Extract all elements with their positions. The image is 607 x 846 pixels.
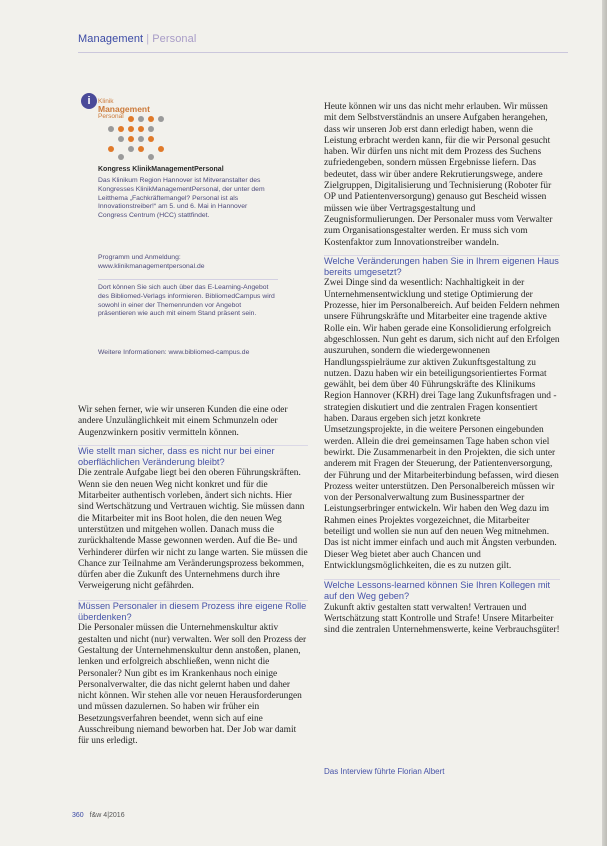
logo-line-1: Klinik bbox=[98, 98, 114, 105]
infobox-more-info[interactable]: Weitere Informationen: www.bibliomed-campus.de bbox=[98, 349, 250, 356]
logo-dot bbox=[148, 136, 154, 142]
logo-dot bbox=[128, 136, 134, 142]
logo-line-2: Management bbox=[98, 103, 150, 114]
logo-line-3: Personal bbox=[98, 113, 124, 120]
infobox-divider bbox=[98, 279, 278, 280]
body-paragraph: Zukunft aktiv gestalten statt verwalten! Vertrauen und Wertschätzung statt Kontrolle und Strafe! Unsere Mitarbeiter sind die zentralen Unternehmenswerte, keine Verbrauchsgüter! bbox=[324, 602, 560, 636]
interview-credit: Das Interview führte Florian Albert bbox=[324, 767, 445, 776]
logo-dot bbox=[148, 116, 154, 122]
kongress-logo bbox=[98, 98, 258, 158]
logo-dot bbox=[128, 126, 134, 132]
logo-dot bbox=[108, 126, 114, 132]
interview-question: Welche Veränderungen haben Sie in Ihrem eigenen Haus bereits umgesetzt? bbox=[324, 255, 559, 278]
issue-label: f&w 4|2016 bbox=[89, 812, 125, 819]
logo-dot bbox=[128, 116, 134, 122]
info-icon: i bbox=[81, 93, 97, 109]
infobox-paragraph: Das Klinikum Region Hannover ist Mitveranstalter des Kongresses KlinikManagementPersonal, der unter dem Leitthema „Fachkräftemangel? Personal ist als Innovationstreiber!“ am 5. und 6. Mai in Hannover Congress Centrum (HCC) stattfindet. bbox=[98, 177, 265, 220]
body-paragraph: Die Personaler müssen die Unternehmenskultur aktiv gestalten und nicht (nur) verwalten. Wer soll den Prozess der Gestaltung der Unternehmenskultur denn anstoßen, planen, lenken und erfolgreich abschließen, wenn nicht die Personaler? Nun gibt es im Krankenhaus noch einige Personalverwalter, die das nicht gelernt haben und daher nicht können. Wir stehen alle vor neuen Herausforderungen und müssen dazulernen. So haben wir früher ein Besetzungsverfahren beendet, wenn sich auf eine Ausschreibung niemand beworben hat. Der Job war damit für uns erledigt. bbox=[78, 623, 307, 747]
left-column bbox=[78, 405, 308, 748]
logo-dot bbox=[108, 146, 114, 152]
subsection-label: Personal bbox=[152, 33, 197, 45]
section-header bbox=[78, 33, 196, 45]
logo-dot bbox=[118, 136, 124, 142]
right-column bbox=[324, 102, 560, 637]
logo-dot bbox=[118, 126, 124, 132]
interview-question: Welche Lessons-learned können Sie Ihren Kollegen mit auf den Weg geben? bbox=[324, 580, 551, 602]
logo-dot bbox=[158, 146, 164, 152]
body-paragraph: Zwei Dinge sind da wesentlich: Nachhaltigkeit in der Unternehmensentwicklung und stetige Optimierung der Prozesse, hier im Personalbereich. Auf beiden Feldern nehmen unsere Führungskräfte und Mitarbeiter eine tragende aktive Rolle ein. Wir haben gerade eine Konsolidierung erfolgreich abgeschlossen. Nun geht es darum, sich nicht auf den Erfolgen auszuruhen, sondern die wiedergewonnenen Handlungsspielräume zur aktiven Zukunftsgestaltung zu nutzen. Dazu haben wir ein beteiligungsorientiertes Format gewählt, bei dem über 40 Führungskräfte des Klinikums Region Hannover (KRH) drei Tage lang Zukunftsfragen und -strategien diskutiert und die zentralen Fragen konsentiert haben. Daraus ergeben sich jetzt konkrete Umsetzungsprojekte, in die weitere Personen eingebunden werden. Allein die drei gemeinsamen Tage haben schon viel bewirkt. Die Zusammenarbeit in den Projekten, die sich unter anderem mit Fragen der Steuerung, der Patientenversorgung, der Führung und der Mitarbeiterbindung befassen, wird diesen Prozess weiter unterstützen. Den Personalbereich müssen wir von der Personalverwaltung zum Businesspartner der Leistungserbringer entwickeln. Wir haben den Weg dazu im Rahmen eines Projektes vorgezeichnet, die Mitarbeiter beteiligt und wollen sie nun auf den neuen Weg mitnehmen. Das ist nicht immer einfach und auch mit Ängsten verbunden. Dieser Weg bietet aber auch Chancen und Entwicklungsmöglichkeiten, die es zu nutzen gilt. bbox=[324, 278, 560, 571]
logo-dot bbox=[118, 154, 124, 160]
logo-dot bbox=[138, 116, 144, 122]
interview-question: Wie stellt man sicher, dass es nicht nur bei einer oberflächlichen Veränderung bleibt? bbox=[78, 445, 275, 468]
infobox-paragraph: Dort können Sie sich auch über das E-Learning-Angebot des Bibliomed-Verlags informieren. BibliomedCampus wird sowohl in einer der Themenrunden vor Angebot präsentieren wie auch mit einem Stand präsent sein. bbox=[98, 284, 275, 318]
logo-dot bbox=[128, 146, 134, 152]
page-number: 360 bbox=[72, 812, 84, 819]
logo-dot bbox=[148, 154, 154, 160]
logo-dot bbox=[158, 116, 164, 122]
header-separator: | bbox=[146, 33, 150, 45]
body-paragraph: Die zentrale Aufgabe liegt bei den oberen Führungskräften. Wenn sie den neuen Weg nicht konkret und für die Mitarbeiter authentisch vorleben, ändert sich nichts. Hier sind Wertschätzung und Vertrauen wichtig. Sie müssen dann die Mitarbeiter mit ins Boot holen, die den neuen Weg unterstützen und mitgehen wollen. Danach muss die zurückhaltende Masse gewonnen werden. Auf die Be- und Verhinderer dürfen wir nicht zu lange warten. Sie müssen die Chance zur Teilnahme am Veränderungsprozess bekommen, dürfen aber die Zukunft des Unternehmens durch ihre Verweigerung nicht gefährden. bbox=[78, 468, 308, 592]
logo-dot-grid bbox=[108, 108, 170, 158]
section-label: Management bbox=[78, 33, 144, 45]
body-paragraph: Wir sehen ferner, wie wir unseren Kunden die eine oder andere Unzulänglichkeit mit einem Schmunzeln oder Augenzwinkern positiv vermitteln können. bbox=[78, 405, 288, 438]
header-rule bbox=[78, 52, 568, 53]
logo-dot bbox=[148, 126, 154, 132]
page-edge-shadow bbox=[602, 0, 607, 846]
infobox-registration[interactable]: Programm und Anmeldung: www.klinikmanagementpersonal.de bbox=[98, 254, 205, 270]
interview-question: Müssen Personaler in diesem Prozess ihre eigene Rolle überdenken? bbox=[78, 600, 307, 623]
infobox-title: Kongress KlinikManagementPersonal bbox=[98, 166, 224, 173]
logo-dot bbox=[138, 136, 144, 142]
body-paragraph: Heute können wir uns das nicht mehr erlauben. Wir müssen mit dem Selbstverständnis an unsere Aufgaben herangehen, dass wir unseren Job erst dann erledigt haben, wenn die Leistung erbracht werden kann, für die wir Personal gesucht haben. Wir dürfen uns nicht mit dem Prozess des Suchens zufriedengeben, sondern müssen Ergebnisse liefern. Das bedeutet, dass wir über andere Rekrutierungswege, andere Zielgruppen, Digitalisierung und Technisierung (Roboter für OP und Patientenversorgung) genauso gut Bescheid wissen müssen wie über Vertragsgestaltung und Zeugnisformulierungen. Der Personaler muss vom Verwalter zum Organisationsgestalter werden. Er muss sich vom Kostenfaktor zum Innovationstreiber wandeln. bbox=[324, 102, 553, 248]
page-footer bbox=[72, 812, 125, 819]
logo-dot bbox=[138, 126, 144, 132]
info-box bbox=[78, 93, 288, 383]
logo-dot bbox=[138, 146, 144, 152]
